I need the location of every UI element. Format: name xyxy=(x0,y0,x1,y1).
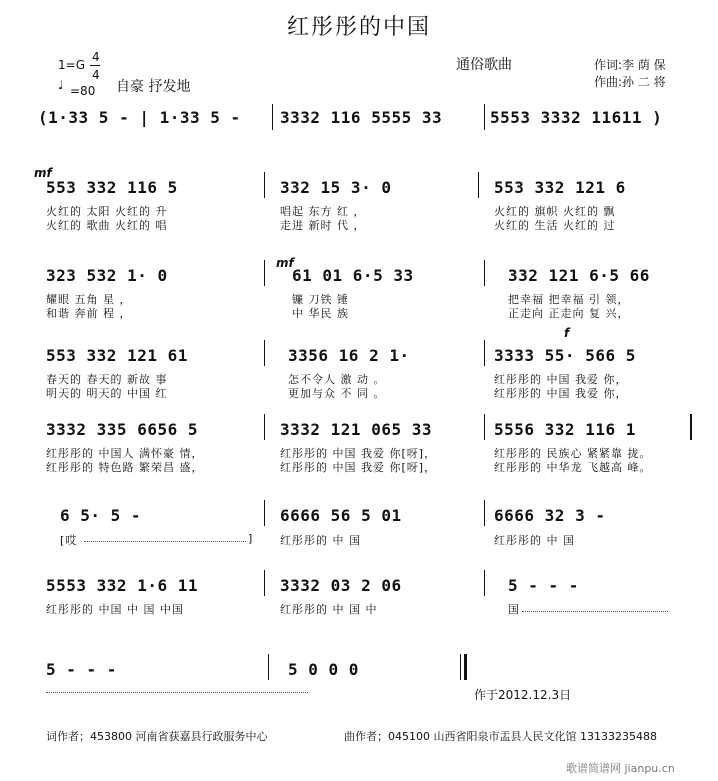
row1-measure2-notes: 3332 116 5555 33 xyxy=(280,108,443,127)
row6-lyric1-m3: 红彤彤的 中 国 xyxy=(494,534,575,547)
row3-lyric1-m2: 镰 刀铁 锤 xyxy=(292,293,349,306)
row4-measure3-notes: 3333 55· 566 5 xyxy=(494,346,636,365)
row1-measure3-notes: 5553 3332 11611 ) xyxy=(490,108,663,127)
barline xyxy=(484,260,485,286)
barline xyxy=(484,414,485,440)
barline xyxy=(264,340,265,366)
final-barline-thick xyxy=(464,654,467,680)
row2-lyric2-m1: 火红的 歌曲 火红的 唱 xyxy=(46,219,168,232)
row2-measure1-notes: 553 332 116 5 xyxy=(46,178,178,197)
row6-measure2-notes: 6666 56 5 01 xyxy=(280,506,402,525)
watermark: 歌谱简谱网 jianpu.cn xyxy=(566,762,675,775)
row7-dotted-line xyxy=(522,611,668,612)
row4-measure1-notes: 553 332 121 61 xyxy=(46,346,188,365)
genre-label: 通俗歌曲 xyxy=(456,57,512,73)
row3-lyric2-m2: 中 华民 族 xyxy=(292,307,349,320)
expression-mark: 自豪 抒发地 xyxy=(116,79,191,95)
row4-measure2-notes: 3356 16 2 1· xyxy=(288,346,410,365)
row3-measure1-notes: 323 532 1· 0 xyxy=(46,266,168,285)
row6-lyric1-m2: 红彤彤的 中 国 xyxy=(280,534,361,547)
composer-credit: 作曲:孙 二 将 xyxy=(594,75,666,89)
barline xyxy=(264,570,265,596)
row7-lyric1-m1: 红彤彤的 中国 中 国 中国 xyxy=(46,603,184,616)
row5-lyric2-m1: 红彤彤的 特色路 繁荣昌 盛， xyxy=(46,461,204,474)
row4-lyric1-m2: 怎不令人 激 动 。 xyxy=(288,373,386,386)
barline xyxy=(264,172,265,198)
repeat-barline xyxy=(690,414,692,440)
row4-lyric1-m3: 红彤彤的 中国 我爱 你， xyxy=(494,373,628,386)
row8-measure2-notes: 5 0 0 0 xyxy=(288,660,359,679)
row6-measure3-notes: 6666 32 3 - xyxy=(494,506,606,525)
barline xyxy=(264,414,265,440)
song-title: 红彤彤的中国 xyxy=(286,15,431,40)
row3-lyric2-m1: 和谐 奔前 程 ， xyxy=(46,307,132,320)
composer-address: 曲作者；045100 山西省阳泉市盂县人民文化馆 13133235488 xyxy=(344,730,657,743)
quarter-note-icon: ♩ xyxy=(58,78,64,92)
barline xyxy=(484,104,485,130)
time-signature-numerator: 4 xyxy=(92,50,100,64)
row3-lyric1-m3: 把幸福 把幸福 引 领， xyxy=(508,293,630,306)
row6-measure1-notes: 6 5· 5 - xyxy=(60,506,142,525)
row5-lyric1-m3: 红彤彤的 民族心 紧紧靠 拢。 xyxy=(494,447,652,460)
row4-lyric2-m2: 更加与众 不 同 。 xyxy=(288,387,386,400)
row5-measure3-notes: 5556 332 116 1 xyxy=(494,420,636,439)
row2-lyric1-m3: 火红的 旗帜 火红的 飘 xyxy=(494,205,616,218)
row7-lyric1-m3: 国 xyxy=(508,603,520,616)
row4-lyric1-m1: 春天的 春天的 新故 事 xyxy=(46,373,168,386)
row4-lyric2-m1: 明天的 明天的 中国 红 xyxy=(46,387,168,400)
key-signature: 1=G xyxy=(58,58,85,72)
row2-lyric1-m2: 唱起 东方 红 ， xyxy=(280,205,366,218)
row3-lyric2-m3: 正走向 正走向 复 兴， xyxy=(508,307,630,320)
tempo: =80 xyxy=(70,84,96,98)
barline xyxy=(484,570,485,596)
row5-lyric2-m3: 红彤彤的 中华龙 飞越高 峰。 xyxy=(494,461,652,474)
barline xyxy=(478,172,479,198)
row2-measure3-notes: 553 332 121 6 xyxy=(494,178,626,197)
row5-lyric2-m2: 红彤彤的 中国 我爱 你[呀]， xyxy=(280,461,437,474)
lyricist-credit: 作词:李 荫 保 xyxy=(594,58,666,72)
time-signature-denominator: 4 xyxy=(92,68,100,82)
barline xyxy=(268,654,269,680)
time-signature-line xyxy=(90,65,100,66)
final-barline-thin xyxy=(460,654,461,680)
row2-lyric2-m3: 火红的 生活 火红的 过 xyxy=(494,219,616,232)
dynamic-mf: mf xyxy=(276,256,294,270)
row3-lyric1-m1: 耀眼 五角 星 ， xyxy=(46,293,132,306)
row5-lyric1-m2: 红彤彤的 中国 我爱 你[呀]， xyxy=(280,447,437,460)
row7-measure2-notes: 3332 03 2 06 xyxy=(280,576,402,595)
dynamic-mf: mf xyxy=(34,166,52,180)
row2-measure2-notes: 332 15 3· 0 xyxy=(280,178,392,197)
barline xyxy=(272,104,273,130)
row2-lyric2-m2: 走进 新时 代 ， xyxy=(280,219,366,232)
row7-measure1-notes: 5553 332 1·6 11 xyxy=(46,576,198,595)
row8-dotted-line xyxy=(46,692,308,693)
composition-date: 作于2012.12.3日 xyxy=(474,688,572,702)
row1-measure1-notes: (1·33 5 - | 1·33 5 - xyxy=(38,108,241,127)
dynamic-f: f xyxy=(564,326,570,340)
row5-measure1-notes: 3332 335 6656 5 xyxy=(46,420,198,439)
row7-measure3-notes: 5 - - - xyxy=(508,576,579,595)
barline xyxy=(484,500,485,526)
lyricist-address: 词作者；453800 河南省获嘉县行政服务中心 xyxy=(46,730,268,743)
row4-lyric2-m3: 红彤彤的 中国 我爱 你， xyxy=(494,387,628,400)
row6-dotted-line xyxy=(84,541,246,542)
row7-lyric1-m2: 红彤彤的 中 国 中 xyxy=(280,603,378,616)
row6-lyric-open: [哎 xyxy=(60,534,78,547)
row8-measure1-notes: 5 - - - xyxy=(46,660,117,679)
barline xyxy=(264,500,265,526)
row2-lyric1-m1: 火红的 太阳 火红的 升 xyxy=(46,205,168,218)
row3-measure2-notes: 61 01 6·5 33 xyxy=(292,266,414,285)
row5-measure2-notes: 3332 121 065 33 xyxy=(280,420,432,439)
row6-lyric-close: ] xyxy=(248,532,254,545)
row5-lyric1-m1: 红彤彤的 中国人 满怀豪 情， xyxy=(46,447,204,460)
barline xyxy=(484,340,485,366)
barline xyxy=(264,260,265,286)
row3-measure3-notes: 332 121 6·5 66 xyxy=(508,266,650,285)
